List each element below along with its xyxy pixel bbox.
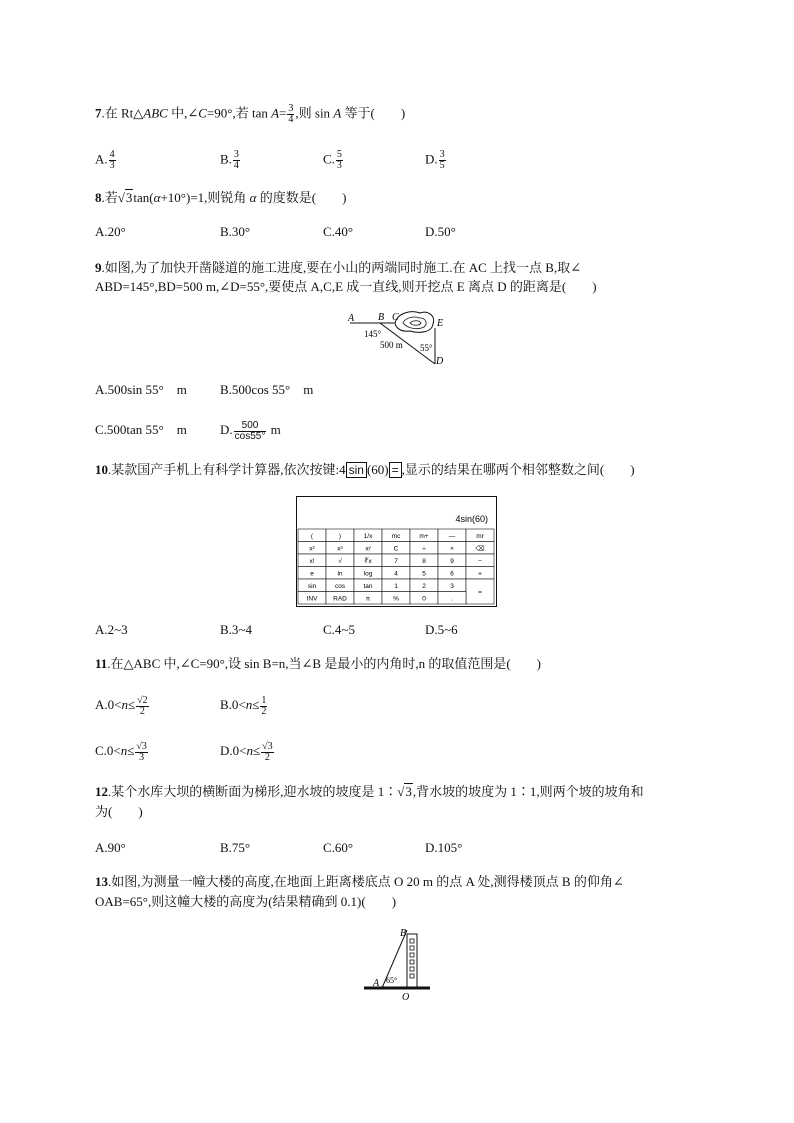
calc-key-label: log	[363, 570, 373, 578]
calc-key-label: mc	[391, 532, 401, 540]
q9-option-d: D. $\frac{500}{\cos 55^\circ}$ m	[220, 419, 281, 442]
calc-key-label: 0	[422, 595, 426, 603]
building	[407, 934, 417, 987]
calc-key-label: ⌫	[475, 545, 485, 553]
q13-stem-line1: 13.如图,为测量一幢大楼的高度,在地面上距离楼底点 O 20 m 的点 A 处,测得楼顶点 B 的仰角∠	[95, 874, 624, 889]
calc-key-label: .	[451, 595, 453, 603]
calc-key-label: π	[365, 595, 371, 603]
q7-option-c: C. $\frac{5}{3}$	[323, 149, 342, 171]
calc-key-label: 2	[422, 582, 426, 590]
q10-option-d: D.5~6	[425, 622, 458, 637]
key-sin: sin	[346, 462, 367, 478]
calc-key-label: (	[310, 532, 314, 540]
calc-key-label: —	[448, 532, 456, 540]
calc-key-label: cos	[334, 582, 346, 590]
q9-option-b: B.500cos 55° m	[220, 382, 314, 397]
q10-option-b: B.3~4	[220, 622, 252, 637]
calc-key-label: m+	[419, 532, 429, 540]
q12-option-d: D.105°	[425, 840, 463, 855]
calc-key-label: 5	[422, 570, 426, 578]
calc-key-label: tan	[363, 582, 373, 590]
label-c: C	[392, 312, 399, 323]
q12-option-c: C.60°	[323, 840, 354, 855]
calc-key-label: 1/x	[363, 532, 373, 540]
label-55: 55°	[420, 343, 433, 353]
calculator-display: 4sin(60)	[455, 514, 488, 524]
mountain-contour	[403, 317, 426, 329]
q12-option-b: B.75°	[220, 840, 251, 855]
label-a: A	[373, 978, 380, 989]
q9-option-a: A.500sin 55° m	[95, 382, 187, 397]
sqrt-symbol: √3	[397, 784, 412, 799]
q11-option-c: C.0<n≤ $\frac{√3}{3}$	[95, 740, 147, 763]
q8-option-b: B.30°	[220, 224, 251, 239]
calc-key-label: ∛x	[364, 557, 372, 565]
calc-key-label: 8	[422, 557, 426, 565]
mountain-peak	[410, 321, 421, 326]
calc-key-label: )	[338, 532, 342, 540]
sqrt-symbol: √3	[117, 190, 133, 205]
calc-key-label: 1	[394, 582, 398, 590]
q11-option-d: D.0<n≤ $\frac{√3}{2}$	[220, 740, 273, 763]
label-b: B	[400, 928, 407, 939]
q8-option-a: A.20°	[95, 224, 126, 239]
q9-tunnel-figure	[340, 304, 460, 370]
calc-key-label: 3	[450, 582, 454, 590]
calc-key-label: 6	[450, 570, 454, 578]
calc-key-label: 7	[394, 557, 398, 565]
q11-option-b: B.0<n≤ $\frac{1}{2}$	[220, 694, 267, 717]
q10-stem: 10.某款国产手机上有科学计算器,依次按键:4 sin (60) = ,显示的结果在哪两个相邻整数之间( )	[95, 462, 635, 477]
q7-stem: 7.在 Rt△ABC 中,∠C=90°,若 tan A= $\frac{3}{4}$ ,则 sin A 等于( )	[95, 103, 406, 125]
calc-key-label: x²	[309, 545, 315, 553]
label-500m: 500 m	[380, 340, 403, 350]
calc-key-label: =	[478, 589, 482, 596]
key-equals: =	[389, 462, 402, 478]
calc-key-label: C	[393, 545, 399, 553]
calc-key-label: −	[478, 557, 482, 565]
q12-stem-line1: 12.某个水库大坝的横断面为梯形,迎水坡的坡度是 1∶√3,背水坡的坡度为 1∶1,则两个坡的坡角和	[95, 784, 644, 799]
calc-key-label: ÷	[422, 545, 426, 553]
calc-key-label: ln	[337, 570, 343, 578]
calc-key-label: 9	[450, 557, 454, 565]
calc-key-label: mr	[476, 532, 484, 540]
label-d: D	[436, 356, 444, 367]
label-e: E	[437, 318, 444, 329]
label-a: A	[348, 313, 355, 324]
calc-key-label: x!	[309, 557, 315, 565]
calc-key-label: INV	[306, 595, 318, 603]
calculator-keypad	[298, 529, 494, 604]
q11-option-a: A.0<n≤ $\frac{√2}{2}$	[95, 694, 148, 717]
label-145: 145°	[364, 329, 382, 339]
q7-option-a: A. $\frac{4}{3}$	[95, 149, 115, 171]
q8-stem: 8.若√3tan(α+10°)=1,则锐角 α 的度数是( )	[95, 190, 347, 205]
q9-option-c: C.500tan 55° m	[95, 422, 187, 437]
q12-option-a: A.90°	[95, 840, 126, 855]
calc-key-label: 4	[394, 570, 398, 578]
calc-key-label: %	[393, 595, 399, 603]
calculator-figure	[296, 496, 497, 607]
calc-key-label: √	[338, 557, 342, 565]
calc-key-label: x³	[337, 545, 343, 553]
q8-option-c: C.40°	[323, 224, 354, 239]
calc-key-label: ×	[450, 545, 454, 553]
label-b: B	[378, 312, 385, 323]
q10-option-a: A.2~3	[95, 622, 128, 637]
q8-option-d: D.50°	[425, 224, 456, 239]
q9-stem-line2: ABD=145°,BD=500 m,∠D=55°,要使点 A,C,E 成一直线,则开挖点 E 离点 D 的距离是( )	[95, 279, 597, 294]
calc-key-label: e	[310, 570, 314, 578]
calc-key-label: sin	[307, 582, 317, 590]
q11-stem: 11.在△ABC 中,∠C=90°,设 sin B=n,当∠B 是最小的内角时,n 的取值范围是( )	[95, 656, 542, 671]
q9-stem-line1: 9.如图,为了加快开凿隧道的施工进度,要在小山的两端同时施工.在 AC 上找一点 B,取∠	[95, 260, 582, 275]
q7-option-b: B. $\frac{3}{4}$	[220, 149, 239, 171]
calc-key-label: +	[478, 570, 482, 578]
calc-key-label: RAD	[333, 595, 347, 603]
q13-stem-line2: OAB=65°,则这幢大楼的高度为(结果精确到 0.1)( )	[95, 894, 397, 909]
q7-fraction: $\frac{3}{4}$	[288, 103, 294, 125]
label-65: 65°	[386, 976, 398, 985]
label-o: O	[402, 992, 410, 1003]
q12-stem-line2: 为( )	[95, 804, 143, 819]
q13-building-figure	[360, 924, 435, 1004]
q10-option-c: C.4~5	[323, 622, 355, 637]
calc-key-label: xʸ	[365, 545, 371, 553]
q7-option-d: D. $\frac{3}{5}$	[425, 149, 445, 171]
mountain-outline	[395, 312, 434, 333]
